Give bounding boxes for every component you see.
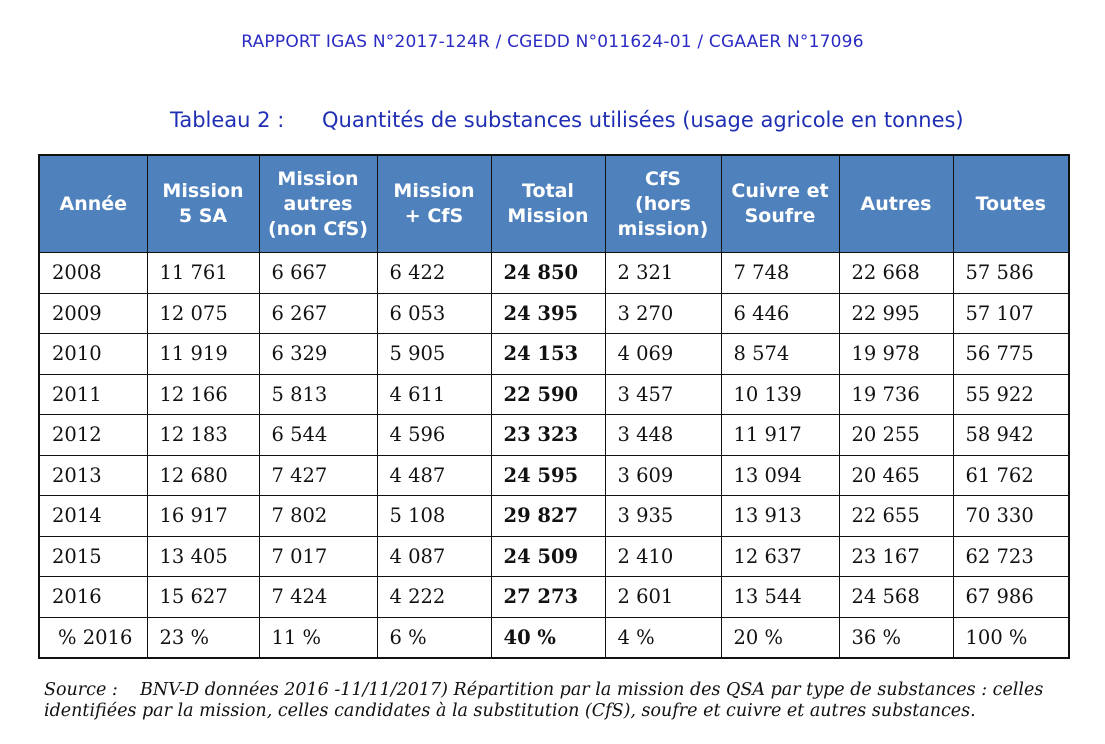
row-year-cell: % 2016: [39, 617, 147, 658]
row-year-cell: 2016: [39, 577, 147, 618]
table-cell: 20 %: [721, 617, 839, 658]
row-year-cell: 2014: [39, 496, 147, 537]
table-row: [39, 374, 1069, 415]
source-note: [44, 680, 1084, 722]
table-row: [39, 617, 1069, 658]
source-line-2: identifiées par la mission, celles candidates à la substitution (CfS), soufre et cuivre et autres substances.: [44, 701, 976, 721]
column-header: [259, 155, 377, 253]
row-year-cell: 2009: [39, 293, 147, 334]
table-cell: 24 153: [491, 334, 605, 375]
table-cell: 56 775: [953, 334, 1069, 375]
table-row: [39, 577, 1069, 618]
report-header: RAPPORT IGAS N°2017-124R / CGEDD N°011624-01 / CGAAER N°17096: [241, 32, 864, 52]
table-cell: 5 108: [377, 496, 491, 537]
column-header-line: Année: [59, 192, 128, 215]
table-cell: 4 222: [377, 577, 491, 618]
table-cell: 70 330: [953, 496, 1069, 537]
column-header-line: mission): [617, 217, 709, 240]
table-cell: 16 917: [147, 496, 259, 537]
table-cell: 57 107: [953, 293, 1069, 334]
table-cell: 11 761: [147, 253, 259, 294]
column-header-line: Total: [522, 180, 574, 202]
table-cell: 58 942: [953, 415, 1069, 456]
table-cell: 2 410: [605, 536, 721, 577]
table-cell: 6 544: [259, 415, 377, 456]
table-cell: 13 913: [721, 496, 839, 537]
table-row: [39, 253, 1069, 294]
table-cell: 5 813: [259, 374, 377, 415]
row-year-cell: 2013: [39, 455, 147, 496]
column-header-line: Toutes: [975, 192, 1046, 215]
table-cell: 24 395: [491, 293, 605, 334]
source-label: Source :: [44, 680, 118, 700]
column-header-line: + CfS: [404, 205, 464, 227]
table-cell: 6 %: [377, 617, 491, 658]
column-header-line: (hors: [635, 192, 691, 215]
table-cell: 6 329: [259, 334, 377, 375]
column-header: [39, 155, 147, 253]
column-header: [491, 155, 605, 253]
row-year-cell: 2015: [39, 536, 147, 577]
table-cell: 20 255: [839, 415, 953, 456]
table-row: [39, 455, 1069, 496]
column-header-line: (non CfS): [268, 217, 368, 240]
table-cell: 3 457: [605, 374, 721, 415]
table-cell: 11 %: [259, 617, 377, 658]
table-cell: 4 611: [377, 374, 491, 415]
column-header-line: Soufre: [744, 205, 816, 227]
table-cell: 6 667: [259, 253, 377, 294]
table-cell: 62 723: [953, 536, 1069, 577]
caption-title: Quantités de substances utilisées (usage agricole en tonnes): [322, 108, 964, 132]
table-cell: 67 986: [953, 577, 1069, 618]
column-header: [377, 155, 491, 253]
table-header-row: [39, 155, 1069, 253]
table-cell: 4 069: [605, 334, 721, 375]
source-line-1: BNV-D données 2016 -11/11/2017) Répartition par la mission des QSA par type de substances : celles: [140, 680, 1044, 700]
table-body: [39, 253, 1069, 659]
table-cell: 24 568: [839, 577, 953, 618]
table-cell: 36 %: [839, 617, 953, 658]
table-cell: 12 680: [147, 455, 259, 496]
table-cell: 11 917: [721, 415, 839, 456]
table-row: [39, 536, 1069, 577]
substances-table: [38, 154, 1070, 659]
table-cell: 4 087: [377, 536, 491, 577]
table-cell: 19 978: [839, 334, 953, 375]
table-cell: 57 586: [953, 253, 1069, 294]
table-cell: 6 267: [259, 293, 377, 334]
column-header-line: Mission: [393, 180, 475, 202]
table-cell: 12 075: [147, 293, 259, 334]
table-cell: 6 053: [377, 293, 491, 334]
table-cell: 6 422: [377, 253, 491, 294]
table-cell: 4 596: [377, 415, 491, 456]
table-cell: 8 574: [721, 334, 839, 375]
table-cell: 2 601: [605, 577, 721, 618]
table-cell: 3 609: [605, 455, 721, 496]
column-header: [605, 155, 721, 253]
table-cell: 12 183: [147, 415, 259, 456]
table-cell: 24 850: [491, 253, 605, 294]
table-cell: 7 802: [259, 496, 377, 537]
table-cell: 7 748: [721, 253, 839, 294]
table-cell: 7 424: [259, 577, 377, 618]
table-cell: 23 323: [491, 415, 605, 456]
table-cell: 100 %: [953, 617, 1069, 658]
table-cell: 7 017: [259, 536, 377, 577]
table-cell: 4 487: [377, 455, 491, 496]
table-cell: 7 427: [259, 455, 377, 496]
column-header-line: CfS: [645, 167, 681, 190]
table-cell: 29 827: [491, 496, 605, 537]
table-cell: 55 922: [953, 374, 1069, 415]
column-header-line: autres: [283, 192, 353, 215]
table-cell: 13 405: [147, 536, 259, 577]
table-cell: 40 %: [491, 617, 605, 658]
row-year-cell: 2012: [39, 415, 147, 456]
table-cell: 23 %: [147, 617, 259, 658]
table-cell: 22 655: [839, 496, 953, 537]
table-cell: 22 995: [839, 293, 953, 334]
table-cell: 24 595: [491, 455, 605, 496]
column-header: [147, 155, 259, 253]
table-cell: 4 %: [605, 617, 721, 658]
table-cell: 15 627: [147, 577, 259, 618]
table-cell: 11 919: [147, 334, 259, 375]
table-cell: 24 509: [491, 536, 605, 577]
caption-label: Tableau 2 :: [170, 108, 285, 132]
table-row: [39, 415, 1069, 456]
column-header-line: Mission: [277, 167, 359, 190]
table-cell: 13 544: [721, 577, 839, 618]
table-row: [39, 334, 1069, 375]
column-header-line: Mission: [162, 180, 244, 202]
table-cell: 22 590: [491, 374, 605, 415]
table-row: [39, 293, 1069, 334]
column-header: [839, 155, 953, 253]
table-cell: 5 905: [377, 334, 491, 375]
table-cell: 19 736: [839, 374, 953, 415]
table-cell: 12 637: [721, 536, 839, 577]
table-cell: 12 166: [147, 374, 259, 415]
table-cell: 13 094: [721, 455, 839, 496]
table-caption: [170, 108, 964, 132]
table-cell: 3 270: [605, 293, 721, 334]
column-header-line: Mission: [507, 205, 589, 227]
table-cell: 6 446: [721, 293, 839, 334]
table-cell: 27 273: [491, 577, 605, 618]
column-header-line: Autres: [860, 192, 932, 215]
column-header: [721, 155, 839, 253]
column-header: [953, 155, 1069, 253]
table-row: [39, 496, 1069, 537]
table-cell: 3 448: [605, 415, 721, 456]
table-cell: 22 668: [839, 253, 953, 294]
table-cell: 10 139: [721, 374, 839, 415]
table-cell: 61 762: [953, 455, 1069, 496]
row-year-cell: 2011: [39, 374, 147, 415]
table-cell: 23 167: [839, 536, 953, 577]
row-year-cell: 2010: [39, 334, 147, 375]
row-year-cell: 2008: [39, 253, 147, 294]
table-cell: 2 321: [605, 253, 721, 294]
table-cell: 3 935: [605, 496, 721, 537]
column-header-line: 5 SA: [178, 205, 228, 227]
column-header-line: Cuivre et: [731, 180, 829, 202]
table-cell: 20 465: [839, 455, 953, 496]
